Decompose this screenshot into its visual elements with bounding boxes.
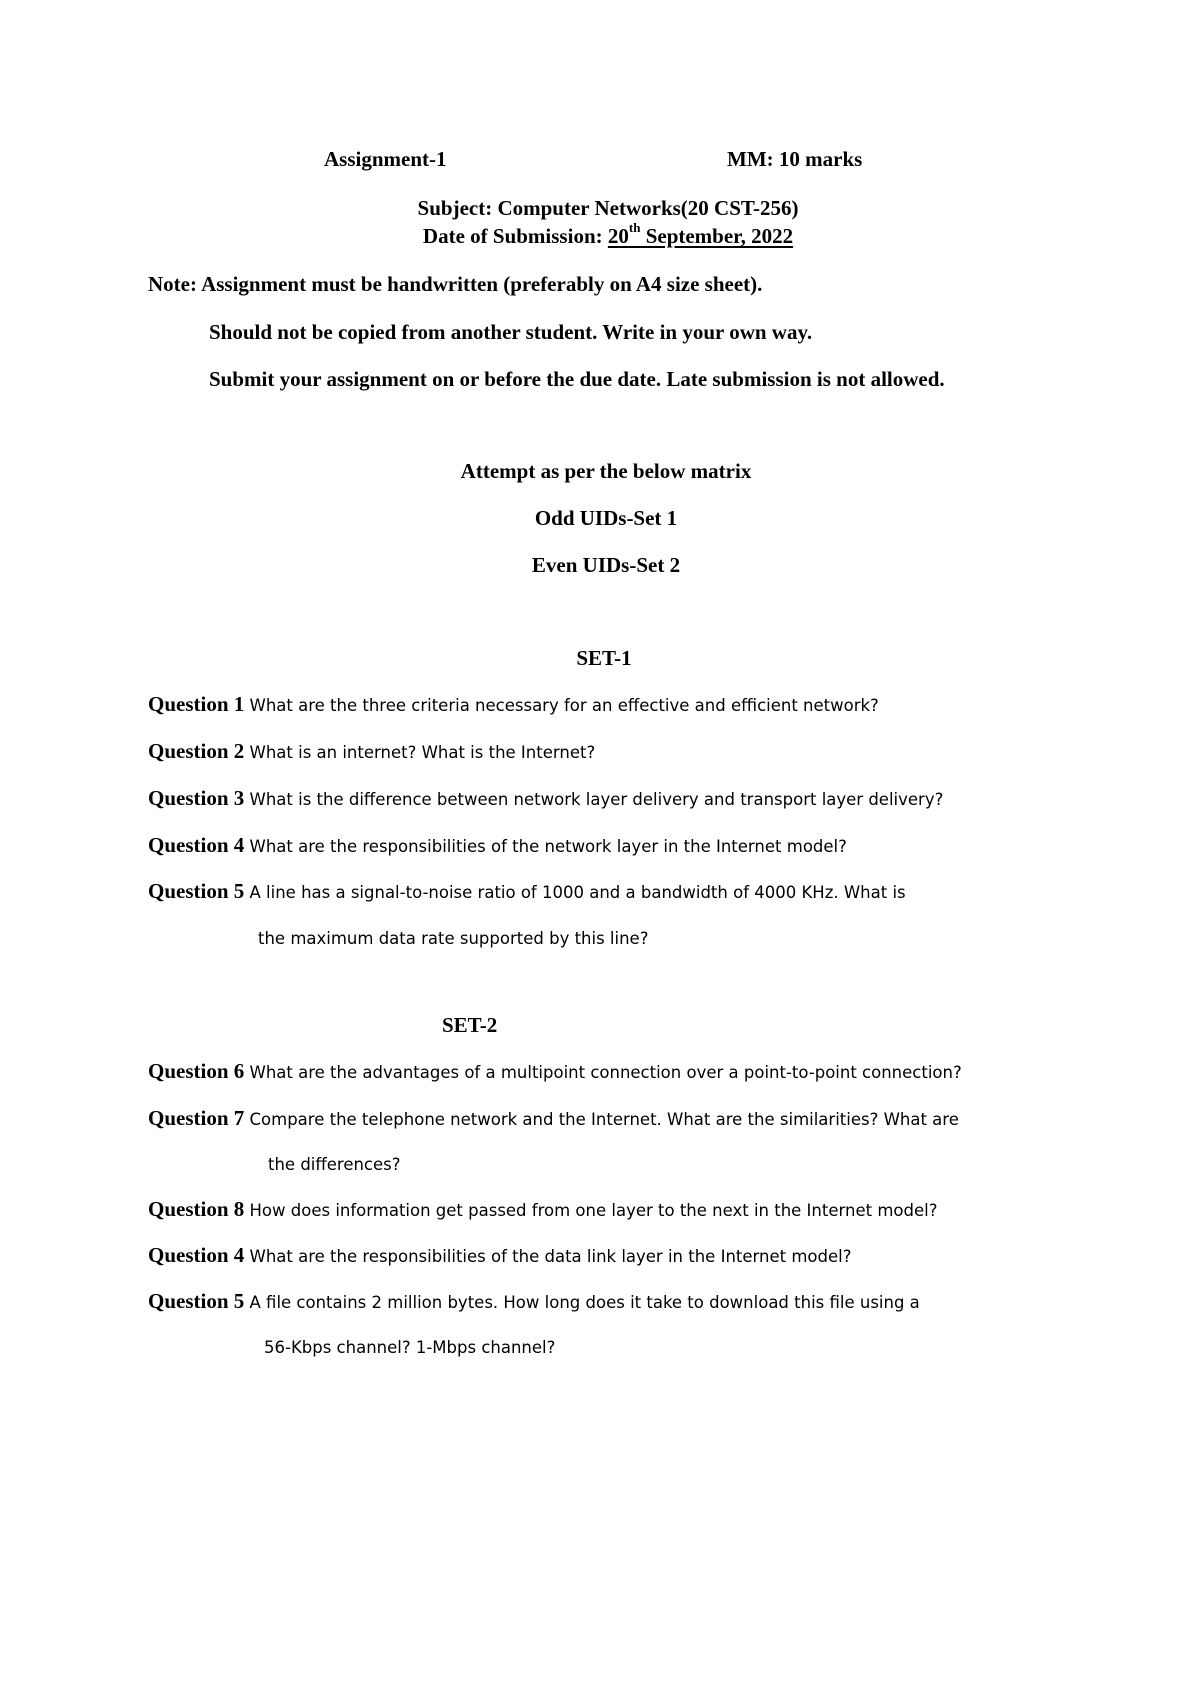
set1-title: SET-1 (576, 646, 632, 670)
question-item (148, 1289, 920, 1314)
submission-date (422, 220, 794, 249)
matrix-odd: Odd UIDs-Set 1 (534, 506, 678, 530)
question-item (148, 1243, 851, 1268)
question-item (148, 1059, 962, 1084)
matrix-even: Even UIDs-Set 2 (531, 553, 681, 577)
question-text: A line has a signal-to-noise ratio of 1000 and a bandwidth of 4000 KHz. What is (249, 883, 906, 902)
question-item (148, 1197, 937, 1222)
submission-date-label: Date of Submission: (422, 224, 608, 248)
question-label: Question 1 (148, 692, 245, 716)
question-label: Question 4 (148, 833, 245, 857)
question-label: Question 5 (148, 1289, 245, 1313)
question-text: What are the advantages of a multipoint connection over a point-to-point connection? (249, 1063, 962, 1082)
max-marks: MM: 10 marks (727, 147, 863, 171)
question-continuation: 56-Kbps channel? 1-Mbps channel? (264, 1338, 556, 1357)
question-text: What are the three criteria necessary for an effective and efficient network? (249, 696, 879, 715)
note-no-copy: Should not be copied from another student. Write in your own way. (209, 320, 813, 344)
question-text: What are the responsibilities of the data link layer in the Internet model? (249, 1247, 852, 1266)
note-handwritten: Note: Assignment must be handwritten (preferably on A4 size sheet). (148, 272, 763, 296)
question-item (148, 833, 847, 858)
question-text: What is an internet? What is the Internet? (249, 743, 596, 762)
question-text: How does information get passed from one layer to the next in the Internet model? (249, 1201, 938, 1220)
question-item (148, 879, 906, 904)
matrix-title: Attempt as per the below matrix (460, 459, 752, 483)
question-label: Question 8 (148, 1197, 245, 1221)
set2-title: SET-2 (442, 1013, 498, 1037)
assignment-title: Assignment-1 (324, 147, 447, 171)
question-item (148, 1106, 959, 1131)
question-text: A file contains 2 million bytes. How long does it take to download this file using a (249, 1293, 920, 1312)
question-label: Question 6 (148, 1059, 245, 1083)
question-label: Question 4 (148, 1243, 245, 1267)
question-label: Question 3 (148, 786, 245, 810)
question-item (148, 739, 595, 764)
question-label: Question 2 (148, 739, 245, 763)
question-item (148, 692, 879, 717)
question-text: What is the difference between network layer delivery and transport layer delivery? (249, 790, 944, 809)
question-text: Compare the telephone network and the Internet. What are the similarities? What are (249, 1110, 959, 1129)
question-continuation: the maximum data rate supported by this line? (258, 929, 649, 948)
note-deadline: Submit your assignment on or before the due date. Late submission is not allowed. (209, 367, 945, 391)
subject-line: Subject: Computer Networks(20 CST-256) (417, 196, 799, 220)
question-item (148, 786, 943, 811)
question-label: Question 7 (148, 1106, 245, 1130)
question-text: What are the responsibilities of the network layer in the Internet model? (249, 837, 847, 856)
question-continuation: the differences? (268, 1155, 401, 1174)
question-label: Question 5 (148, 879, 245, 903)
submission-date-value: 20th September, 2022 (607, 220, 794, 248)
